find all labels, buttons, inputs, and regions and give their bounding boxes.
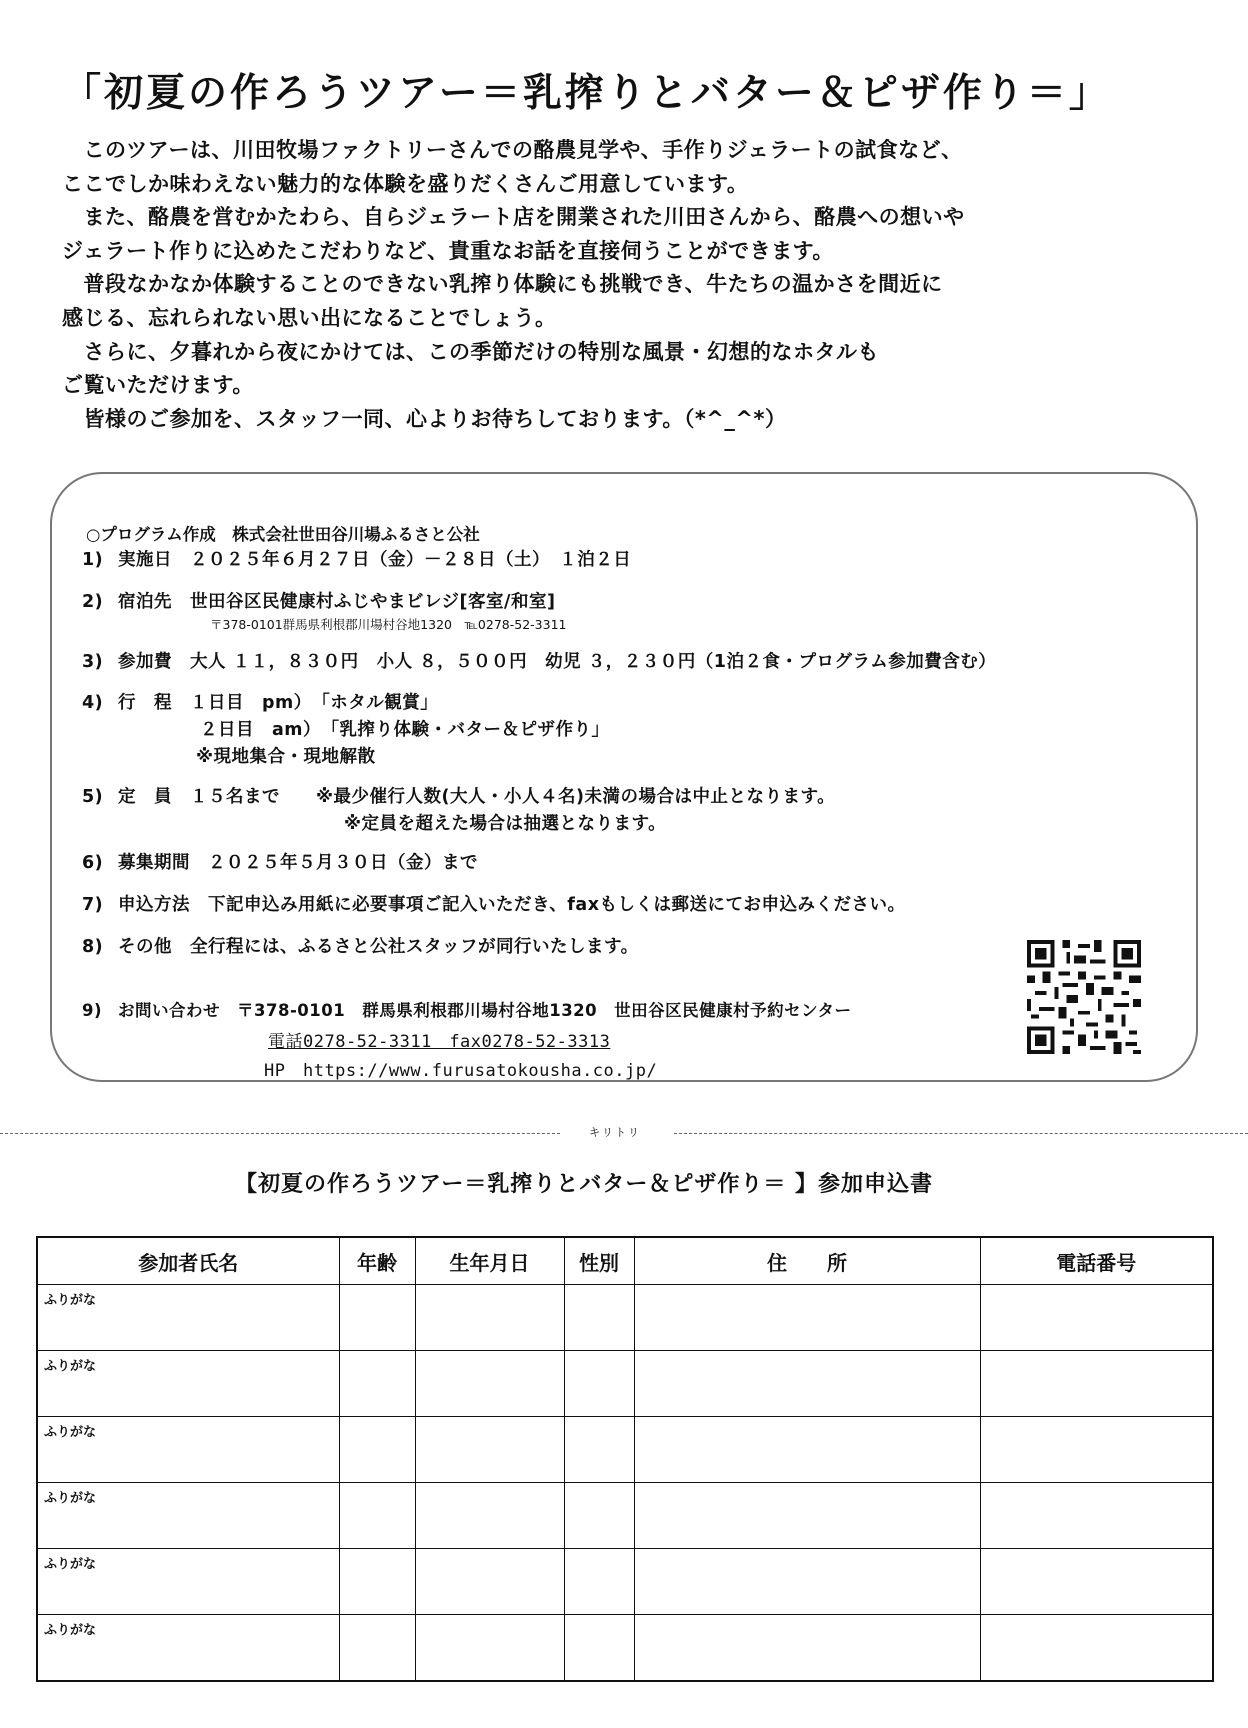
gender-field[interactable] [564,1615,634,1682]
birthdate-field[interactable] [415,1483,564,1549]
item-text: 参加費 大人 １１，８３０円 小人 ８，５００円 幼児 ３，２３０円（1泊２食・プログラム参加費含む） [118,652,997,672]
item-number: 7) [82,895,104,915]
phone-field[interactable] [980,1615,1213,1682]
column-header-age: 年齢 [339,1237,415,1285]
item-number: 8) [82,937,104,957]
name-field[interactable] [37,1615,339,1682]
name-field[interactable] [37,1351,339,1417]
item-number: 1) [82,550,104,570]
item-number: 3) [82,652,104,672]
gender-field[interactable] [564,1351,634,1417]
intro-text [62,134,1182,436]
contact-homepage-link[interactable]: HP https://www.furusatokousha.co.jp/ [264,1061,658,1081]
info-item-period [82,849,478,874]
intro-line: ご覧いただけます。 [62,373,254,398]
info-item-capacity [82,783,835,808]
furigana-label: ふりがな [44,1623,97,1638]
column-header-phone: 電話番号 [980,1237,1213,1285]
lodging-address: 〒378-0101群馬県利根郡川場村谷地1320 ℡0278-52-3311 [210,617,567,632]
table-header-row [37,1237,1213,1285]
item-text: その他 全行程には、ふるさと公社スタッフが同行いたします。 [118,937,639,957]
gender-field[interactable] [564,1483,634,1549]
qr-code-icon[interactable] [1027,940,1141,1054]
item-text: お問い合わせ 〒378-0101 群馬県利根郡川場村谷地1320 世田谷区民健康村予約センター [118,1001,852,1020]
table-row [37,1351,1213,1417]
birthdate-field[interactable] [415,1351,564,1417]
schedule-note: ※現地集合・現地解散 [196,747,376,767]
phone-field[interactable] [980,1483,1213,1549]
table-row [37,1285,1213,1351]
age-field[interactable] [339,1351,415,1417]
name-field[interactable] [37,1483,339,1549]
birthdate-field[interactable] [415,1615,564,1682]
cut-label: キリトリ [589,1126,641,1139]
contact-phone-fax: 電話0278-52-3311 fax0278-52-3313 [268,1032,611,1052]
age-field[interactable] [339,1615,415,1682]
table-row [37,1549,1213,1615]
birthdate-field[interactable] [415,1549,564,1615]
name-field[interactable] [37,1417,339,1483]
address-field[interactable] [634,1549,980,1615]
address-field[interactable] [634,1351,980,1417]
info-item-method [82,891,906,916]
item-number: 5) [82,787,104,807]
furigana-label: ふりがな [44,1557,97,1572]
page-title: 「初夏の作ろうツアー＝乳搾りとバター＆ピザ作り＝」 [62,71,1111,116]
column-header-address: 住 所 [634,1237,980,1285]
gender-field[interactable] [564,1417,634,1483]
furigana-label: ふりがな [44,1425,97,1440]
birthdate-field[interactable] [415,1417,564,1483]
intro-line: ここでしか味わえない魅力的な体験を盛りだくさんご用意しています。 [62,171,749,196]
name-field[interactable] [37,1549,339,1615]
intro-line: 普段なかなか体験することのできない乳搾り体験にも挑戦でき、牛たちの温かさを間近に [62,272,943,297]
item-text: 行 程 １日目 pm） 「ホタル観賞」 [118,693,439,713]
age-field[interactable] [339,1483,415,1549]
furigana-label: ふりがな [44,1293,97,1308]
furigana-label: ふりがな [44,1359,97,1374]
info-item-lodging [82,588,555,613]
column-header-gender: 性別 [564,1237,634,1285]
intro-line: 感じる、忘れられない思い出になることでしょう。 [62,305,557,330]
info-item-date [82,546,631,571]
info-item-other [82,933,639,958]
intro-line: このツアーは、川田牧場ファクトリーさんでの酪農見学や、手作りジェラートの試食など、 [62,138,963,162]
item-number: 9) [82,1001,103,1020]
intro-line: ジェラート作りに込めたこだわりなど、貴重なお話を直接伺うことができます。 [62,238,834,263]
furigana-label: ふりがな [44,1491,97,1506]
intro-line: さらに、夕暮れから夜にかけては、この季節だけの特別な風景・幻想的なホタルも [62,339,879,364]
table-row [37,1417,1213,1483]
phone-field[interactable] [980,1351,1213,1417]
phone-field[interactable] [980,1417,1213,1483]
table-row [37,1615,1213,1682]
cut-line-left [0,1133,560,1134]
cut-line-right [674,1133,1248,1134]
address-field[interactable] [634,1615,980,1682]
gender-field[interactable] [564,1549,634,1615]
table-row [37,1483,1213,1549]
intro-line: また、酪農を営むかたわら、自らジェラート店を開業された川田さんから、酪農への想いや [62,205,965,230]
age-field[interactable] [339,1285,415,1351]
item-number: 2) [82,592,104,612]
address-field[interactable] [634,1417,980,1483]
birthdate-field[interactable] [415,1285,564,1351]
item-text: 定 員 １５名まで ※最少催行人数(大人・小人４名)未満の場合は中止となります。 [118,787,836,807]
application-form-title: 【初夏の作ろうツアー＝乳搾りとバター＆ピザ作り＝ 】参加申込書 [235,1172,934,1197]
info-item-schedule [82,689,438,714]
item-text: 宿泊先 世田谷区民健康村ふじやまビレジ[客室/和室] [118,592,556,612]
address-field[interactable] [634,1285,980,1351]
name-field[interactable] [37,1285,339,1351]
item-number: 4) [82,693,104,713]
phone-field[interactable] [980,1549,1213,1615]
capacity-note: ※定員を超えた場合は抽選となります。 [344,814,667,834]
age-field[interactable] [339,1417,415,1483]
gender-field[interactable] [564,1285,634,1351]
item-text: 申込方法 下記申込み用紙に必要事項ご記入いただき、faxもしくは郵送にてお申込みください。 [118,895,906,915]
application-form-table [36,1236,1214,1682]
column-header-name: 参加者氏名 [37,1237,339,1285]
phone-field[interactable] [980,1285,1213,1351]
schedule-day2: ２日目 am） 「乳搾り体験・バター＆ピザ作り」 [200,720,610,740]
column-header-birthdate: 生年月日 [415,1237,564,1285]
item-number: 6) [82,853,104,873]
item-text: 実施日 ２０２５年６月２７日（金）－２８日（土） １泊２日 [118,550,632,570]
info-item-fee [82,648,996,673]
age-field[interactable] [339,1549,415,1615]
info-item-contact [82,997,851,1021]
item-text: 募集期間 ２０２５年５月３０日（金）まで [118,853,478,873]
program-organizer: ○プログラム作成 株式会社世田谷川場ふるさと公社 [86,525,480,544]
intro-line: 皆様のご参加を、スタッフ一同、心よりお待ちしております。（*^_^*） [62,406,787,431]
address-field[interactable] [634,1483,980,1549]
